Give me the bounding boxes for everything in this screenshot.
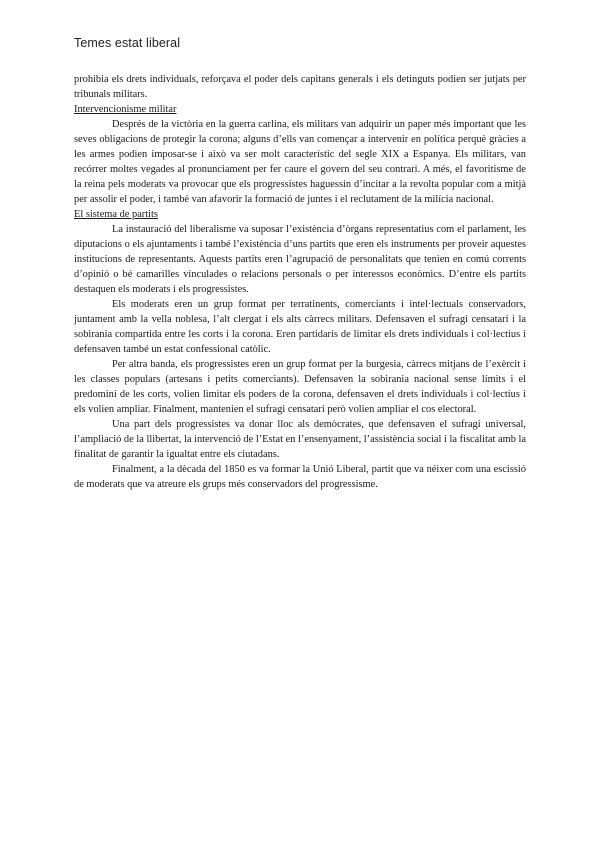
paragraph: Després de la victòria en la guerra carlina, els militars van adquirir un paper més important que les seves obligacions de protegir la corona; alguns d’ells van començar a intervenir en política perquè gràcies a les armes podien imposar-se i això va ser molt característic del segle XIX a Espanya. Els militars, van recórrer moltes vegades al pronunciament per fer caure el govern del seu contrari. A més, el favoritisme de la reina pels moderats va provocar que els progressistes haguessin d’incitar a la revolta popular com a mitjà per assolir el poder, i també van afavorir la formació de juntes i el reclutament de la milícia nacional. [74,119,526,205]
document-body [74,72,526,492]
paragraph: Una part dels progressistes va donar lloc als demòcrates, que defensaven el sufragi universal, l’ampliació de la llibertat, la intervenció de l’Estat en l’ensenyament, l’assistència social i la fiscalitat amb la finalitat de garantir la igualtat entre els ciutadans. [74,419,526,460]
section-heading-military-intervention: Intervencionisme militar [74,104,177,115]
page-header-title: Temes estat liberal [74,36,181,50]
paragraph: Per altra banda, els progressistes eren un grup format per la burgesia, càrrecs mitjans de l’exèrcit i les classes populars (artesans i petits comerciants). Defensaven la sobirania nacional sense límits i el predomini de les corts, volien limitar els poders de la corona, defensaven el drets individuals i col·lectius i els volien ampliar. Finalment, mantenien el sufragi censatari però volien ampliar el cos electoral. [74,359,526,415]
section-heading-party-system: El sistema de partits [74,209,158,220]
intro-paragraph: prohibia els drets individuals, reforçava el poder dels capitans generals i els detinguts podien ser jutjats per tribunals militars. [74,74,526,100]
paragraph: Els moderats eren un grup format per terratinents, comerciants i intel·lectuals conservadors, juntament amb la vella noblesa, l’alt clergat i els alts càrrecs militars. Defensaven el sufragi censatari i la sobirania compartida entre les corts i la corona. Eren partidaris de limitar els drets individuals i col·lectius i defensaven també un estat confessional catòlic. [74,299,526,355]
paragraph: Finalment, a la dècada del 1850 es va formar la Unió Liberal, partit que va néixer com una escissió de moderats que va atreure els grups més conservadors del progressisme. [74,464,526,490]
paragraph: La instauració del liberalisme va suposar l’existència d’òrgans representatius com el parlament, les diputacions o els ajuntaments i també l’existència d’uns partits que eren els instruments per proveir aquestes institucions de representants. Aquests partits eren l’agrupació de personalitats que tenien en comú corrents d’opinió o bé camarilles vinculades o relacions personals o per interessos econòmics. D’entre els partits destaquen els moderats i els progressistes. [74,224,526,295]
